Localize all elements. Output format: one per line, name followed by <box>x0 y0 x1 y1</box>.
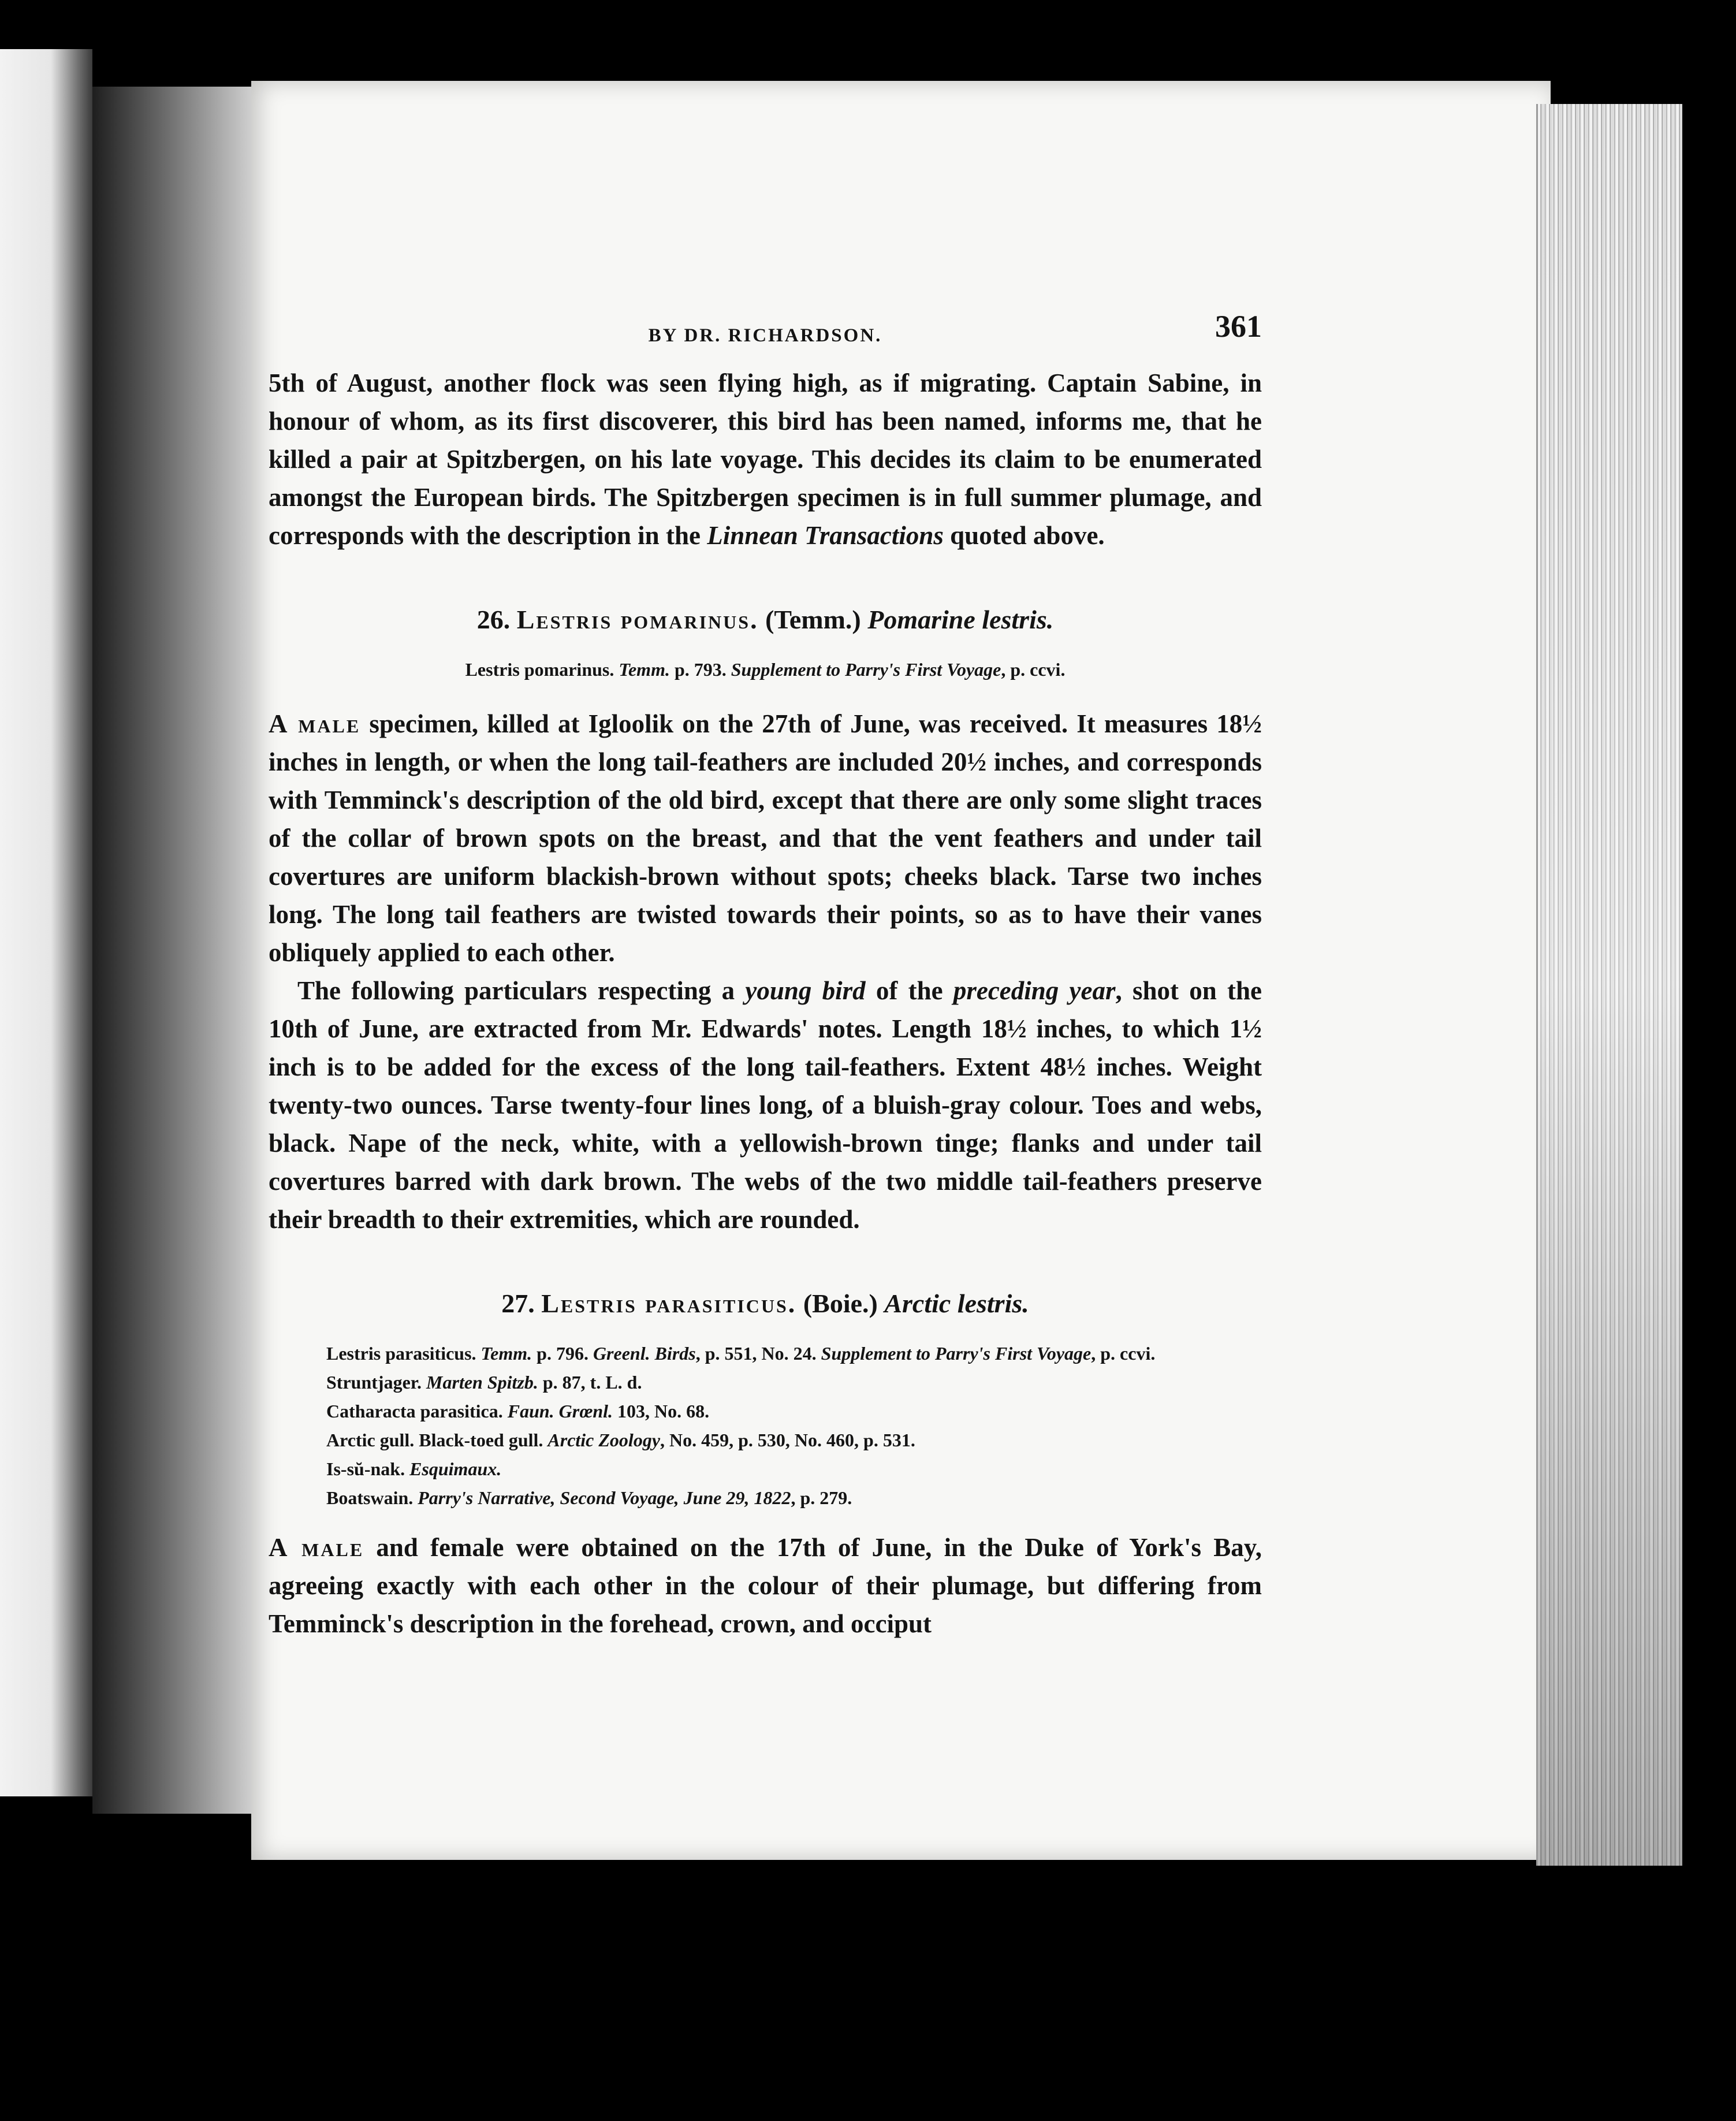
running-head <box>269 309 1262 364</box>
synonym-line: Arctic gull. Black-toed gull. Arctic Zoology, No. 459, p. 530, No. 460, p. 531. <box>326 1430 915 1450</box>
page-number: 361 <box>1215 309 1262 344</box>
synonymy-27 <box>326 1339 1262 1512</box>
paragraph-27-1: A male and female were obtained on the 17th of June, in the Duke of York's Bay, agreeing exactly with each other in the colour of their plumage, but differing from Temminck's description in the forehead, crown, and occiput <box>269 1533 1262 1638</box>
paragraph-continued: 5th of August, another flock was seen flying high, as if migrating. Captain Sabine, in honour of whom, as its first discoverer, this bird has been named, informs me, that he killed a pair at Spitzbergen, on his late voyage. This decides its claim to be enumerated amongst the European birds. The Spitzbergen specimen is in full summer plumage, and corresponds with the description in the Linnean Transactions quoted above. <box>269 369 1262 550</box>
species-name: Lestris parasiticus. <box>541 1289 797 1318</box>
paragraph-26-1: A male specimen, killed at Igloolik on the 27th of June, was received. It measures 18½ inches in length, or when the long tail-feathers are included 20½ inches, and corresponds with Temminck's description of the old bird, except that there are only some slight traces of the collar of brown spots on the breast, and that the vent feathers and under tail covertures are uniform blackish-brown without spots; cheeks black. Tarse two inches long. The long tail feathers are twisted towards their points, so as to have their vanes obliquely applied to each other. <box>269 709 1262 967</box>
paragraph-26-2: The following particulars respecting a young bird of the preceding year, shot on the 10th of June, are extracted from Mr. Edwards' notes. Length 18½ inches, to which 1½ inch is to be added for the excess of the long tail-feathers. Extent 48½ inches. Weight twenty-two ounces. Tarse twenty-four lines long, of a bluish-gray colour. Toes and webs, black. Nape of the neck, white, with a yellowish-brown tinge; flanks and under tail covertures barred with dark brown. The webs of the two middle tail-feathers preserve their breadth to their extremities, which are rounded. <box>269 976 1262 1234</box>
running-title: BY DR. RICHARDSON. <box>648 325 882 346</box>
synonym-line: Catharacta parasitica. Faun. Grœnl. 103, No. 68. <box>326 1401 710 1422</box>
section-heading-26: 26. Lestris pomarinus. (Temm.) Pomarine lestris. <box>476 605 1054 634</box>
spacer <box>269 1238 1262 1262</box>
common-name: Pomarine lestris. <box>867 605 1054 634</box>
common-name: Arctic lestris. <box>884 1289 1029 1318</box>
spacer <box>269 555 1262 578</box>
book-gutter <box>92 87 251 1814</box>
synonym-line: Struntjager. Marten Spitzb. p. 87, t. L. d. <box>326 1372 642 1393</box>
species-name: Lestris pomarinus. <box>516 605 759 634</box>
synonym-line: Boatswain. Parry's Narrative, Second Voyage, June 29, 1822, p. 279. <box>326 1487 852 1508</box>
synonymy-26: Lestris pomarinus. Temm. p. 793. Supplement to Parry's First Voyage, p. ccvi. <box>465 659 1066 680</box>
synonym-line: Lestris parasiticus. Temm. p. 796. Greenl. Birds, p. 551, No. 24. Supplement to Parry's First Voyage, p. ccvi. <box>326 1343 1156 1364</box>
synonym-line: Is-sŭ-nak. Esquimaux. <box>326 1458 502 1479</box>
facing-page-edge <box>0 49 92 1796</box>
section-heading-27: 27. Lestris parasiticus. (Boie.) Arctic lestris. <box>501 1289 1029 1318</box>
page-content <box>269 309 1262 1643</box>
page-edges <box>1536 104 1682 1866</box>
